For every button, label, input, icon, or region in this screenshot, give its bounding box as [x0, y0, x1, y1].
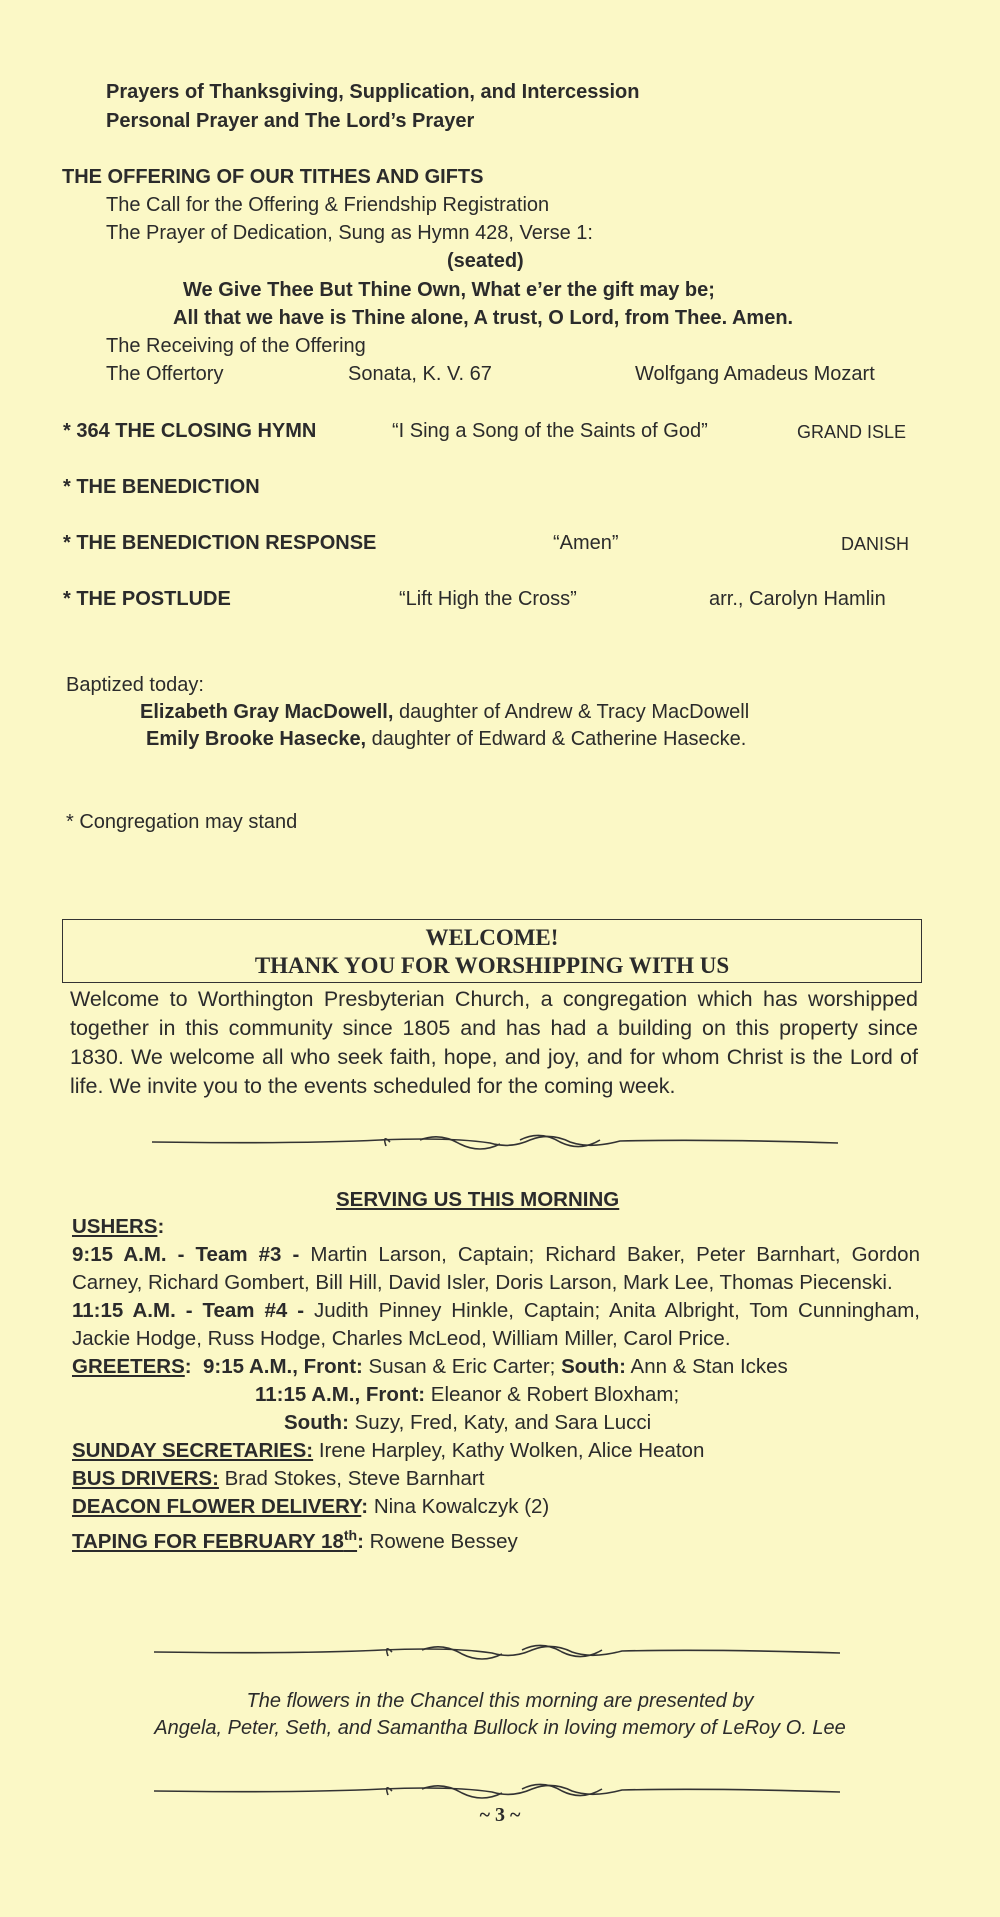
offering-receiving: The Receiving of the Offering	[106, 335, 366, 357]
child-2-parents: daughter of Edward & Catherine Hasecke.	[366, 728, 747, 750]
greeters-1115-front: Eleanor & Robert Bloxham;	[425, 1383, 680, 1406]
offertory-piece: Sonata, K. V. 67	[348, 363, 492, 385]
welcome-box	[62, 919, 922, 983]
bus-drivers-names: Brad Stokes, Steve Barnhart	[218, 1467, 485, 1490]
team-4-label: 11:15 A.M. - Team #4 -	[72, 1299, 305, 1322]
postlude-label: * THE POSTLUDE	[63, 588, 231, 610]
page-number: ~ 3 ~	[479, 1804, 521, 1826]
lords-prayer-line: Personal Prayer and The Lord’s Prayer	[106, 110, 475, 132]
benediction-response-label: * THE BENEDICTION RESPONSE	[63, 532, 377, 554]
team-3-names: Martin Larson, Captain; Richard Baker, Peter Barnhart, Gordon Carney, Richard Gombert, Bill Hill, David Isler, Doris Larson, Mark Lee, Thomas Piecenski.	[72, 1243, 920, 1294]
welcome-paragraph: Welcome to Worthington Presbyterian Church, a congregation which has worshipped together in this community since 1805 and has had a building on this property since 1830. We welcome all who seek faith, hope, and joy, and for whom Christ is the Lord of life. We invite you to the events scheduled for the coming week.	[70, 987, 918, 1098]
offering-dedication: The Prayer of Dedication, Sung as Hymn 428, Verse 1:	[106, 222, 593, 244]
baptized-label: Baptized today:	[66, 674, 204, 696]
secretaries-entry	[72, 1437, 920, 1465]
greeters-1115-south: Suzy, Fred, Katy, and Sara Lucci	[348, 1411, 652, 1434]
bus-drivers-entry	[72, 1465, 920, 1493]
taping-colon: :	[357, 1529, 364, 1553]
flourish-divider-3	[152, 1778, 842, 1804]
greeters-915-label: 9:15 A.M., Front:	[203, 1355, 363, 1378]
serving-heading: SERVING US THIS MORNING	[336, 1188, 620, 1211]
congregation-stand-note: * Congregation may stand	[66, 811, 298, 833]
offering-call: The Call for the Offering & Friendship Registration	[106, 194, 550, 216]
prayers-line: Prayers of Thanksgiving, Supplication, and Intercession	[106, 81, 640, 103]
closing-hymn-title: “I Sing a Song of the Saints of God”	[392, 420, 708, 442]
child-1-name: Elizabeth Gray MacDowell,	[140, 701, 394, 723]
taping-entry	[72, 1521, 920, 1556]
greeters-label: GREETERS	[72, 1355, 185, 1378]
greeters-1115-south-label: South:	[284, 1411, 349, 1434]
bus-drivers-label: BUS DRIVERS:	[72, 1467, 219, 1490]
child-1-parents: daughter of Andrew & Tracy MacDowell	[393, 701, 750, 723]
flourish-divider-2	[152, 1639, 842, 1665]
greeters-1115-south-entry	[72, 1409, 920, 1437]
postlude-arranger: arr., Carolyn Hamlin	[709, 588, 886, 610]
benediction-response-tune: DANISH	[841, 534, 910, 554]
greeters-1115-label: 11:15 A.M., Front:	[255, 1383, 426, 1406]
secretaries-names: Irene Harpley, Kathy Wolken, Alice Heaton	[313, 1439, 705, 1462]
greeters-915-front: Susan & Eric Carter;	[362, 1355, 562, 1378]
ushers-colon: :	[157, 1215, 165, 1238]
team-4-names: Judith Pinney Hinkle, Captain; Anita Albright, Tom Cunningham, Jackie Hodge, Russ Hodge, Charles McLeod, William Miller, Carol Price.	[72, 1299, 920, 1350]
welcome-subtitle: THANK YOU FOR WORSHIPPING WITH US	[254, 953, 730, 978]
closing-hymn-label: * 364 THE CLOSING HYMN	[63, 420, 317, 442]
greeters-1115-front-entry	[72, 1381, 920, 1409]
seated-note: (seated)	[447, 250, 524, 272]
postlude-title: “Lift High the Cross”	[399, 588, 577, 610]
hymn-line-1: We Give Thee But Thine Own, What e’er the gift may be;	[183, 279, 715, 301]
benediction-label: * THE BENEDICTION	[63, 476, 260, 498]
flowers-line-1: The flowers in the Chancel this morning are presented by	[246, 1690, 754, 1712]
offertory-label: The Offertory	[106, 363, 224, 385]
benediction-response-title: “Amen”	[553, 532, 619, 554]
child-2-name: Emily Brooke Hasecke,	[146, 728, 367, 750]
deacon-colon: :	[361, 1495, 369, 1518]
offertory-composer: Wolfgang Amadeus Mozart	[635, 363, 875, 385]
team-4-entry	[72, 1297, 920, 1353]
baptized-child-1	[140, 699, 749, 725]
deacon-name: Nina Kowalczyk (2)	[368, 1495, 550, 1518]
taping-label-text: TAPING FOR FEBRUARY 18	[72, 1529, 344, 1553]
greeters-entry	[72, 1353, 920, 1381]
deacon-label: DEACON FLOWER DELIVERY	[72, 1495, 362, 1518]
greeters-915-south-label: South:	[561, 1355, 626, 1378]
taping-name: Rowene Bessey	[363, 1529, 518, 1553]
secretaries-label: SUNDAY SECRETARIES:	[72, 1439, 314, 1462]
taping-label-sup: th	[343, 1527, 358, 1543]
deacon-entry	[72, 1493, 920, 1521]
greeters-915-south: Ann & Stan Ickes	[625, 1355, 788, 1378]
taping-label	[72, 1527, 358, 1553]
hymn-line-2: All that we have is Thine alone, A trust, O Lord, from Thee. Amen.	[173, 307, 794, 329]
greeters-colon: :	[184, 1355, 192, 1378]
ushers-section	[72, 1213, 920, 1556]
welcome-title: WELCOME!	[425, 925, 559, 950]
team-3-label: 9:15 A.M. - Team #3 -	[72, 1243, 300, 1266]
offering-heading: THE OFFERING OF OUR TITHES AND GIFTS	[62, 166, 484, 188]
flourish-divider-1	[150, 1129, 840, 1155]
baptized-child-2	[146, 726, 746, 752]
flowers-line-2: Angela, Peter, Seth, and Samantha Bullock in loving memory of LeRoy O. Lee	[154, 1717, 846, 1739]
closing-hymn-tune: GRAND ISLE	[797, 422, 907, 442]
ushers-label: USHERS	[72, 1215, 158, 1238]
team-3-entry	[72, 1241, 920, 1297]
